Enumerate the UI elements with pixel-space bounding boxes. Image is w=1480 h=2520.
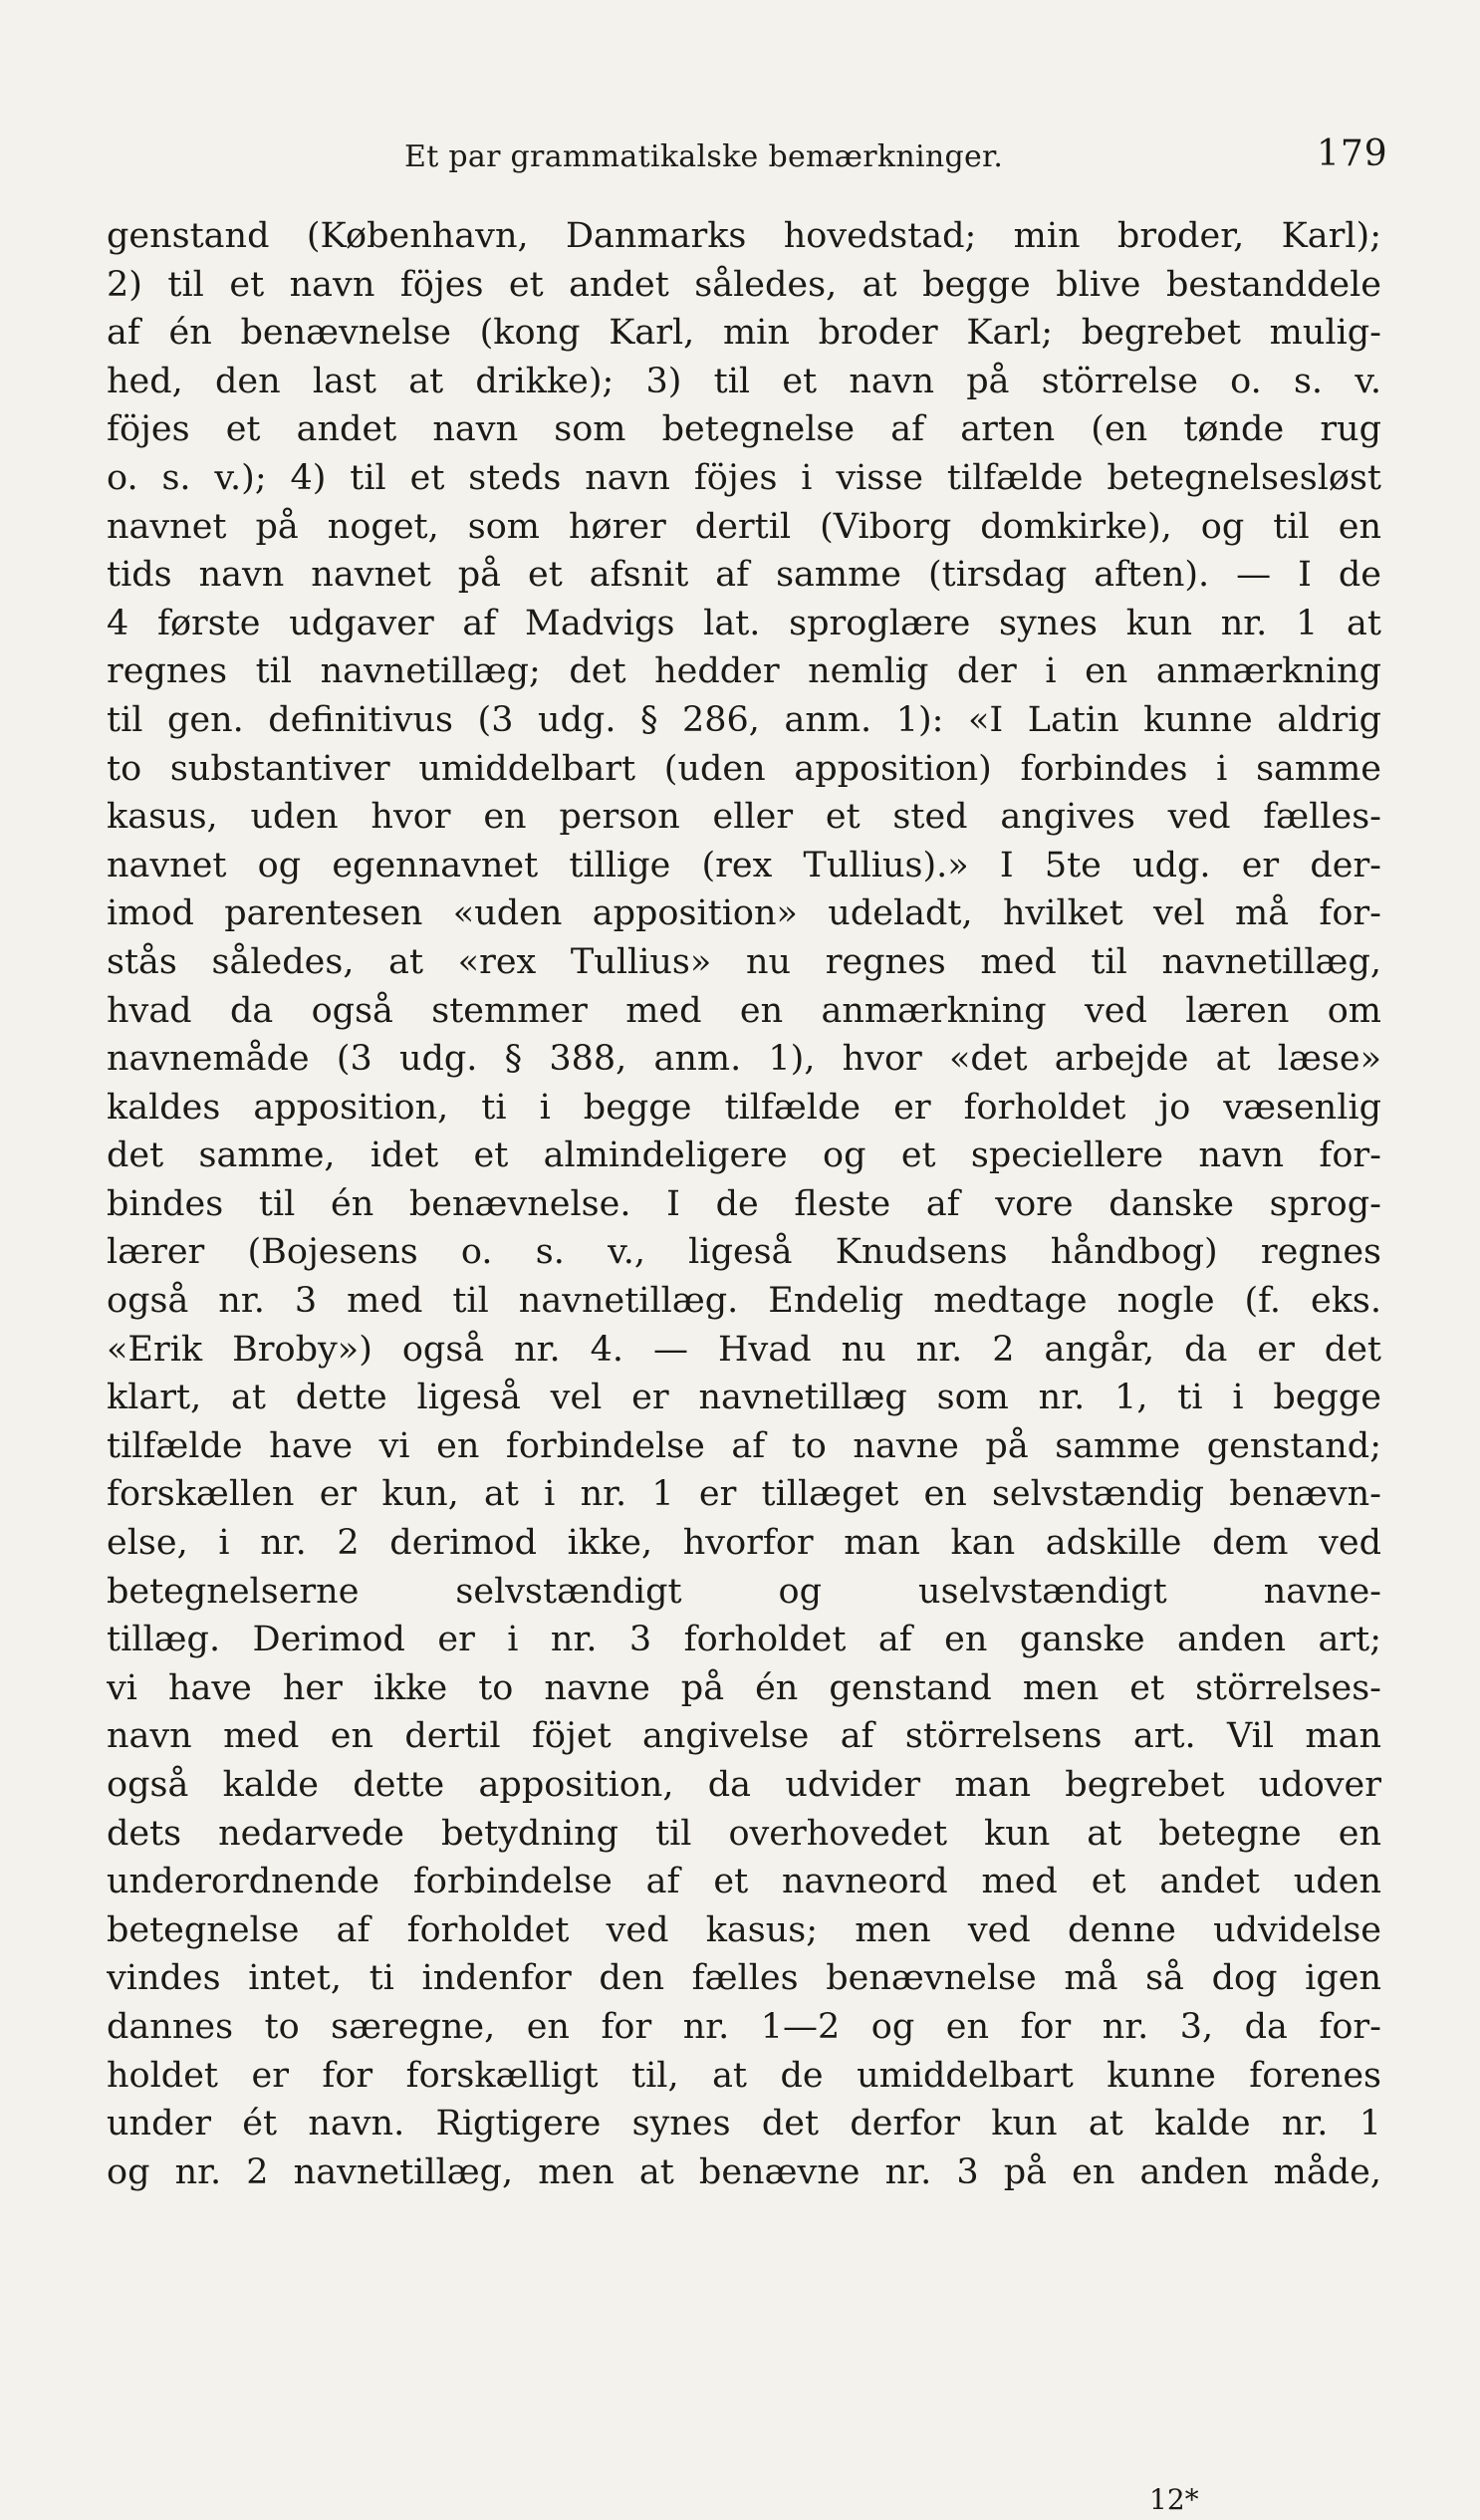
text-line: betegnelse af forholdet ved kasus; men ved denne udvidelse: [107, 1909, 1381, 1950]
text-line: under ét navn. Rigtigere synes det derfor kun at kalde nr. 1: [107, 2104, 1381, 2144]
page-header: [0, 129, 1480, 189]
text-line: det samme, idet et almindeligere og et speciellere navn for-: [107, 1135, 1381, 1176]
text-line: o. s. v.); 4) til et steds navn föjes i visse tilfælde betegnelsesløst: [107, 457, 1381, 498]
text-line: kaldes apposition, ti i begge tilfælde er forholdet jo væsenlig: [107, 1087, 1381, 1128]
text-line: navnet og egennavnet tillige (rex Tullius).» I 5te udg. er der-: [107, 845, 1381, 885]
text-line: stås således, at «rex Tullius» nu regnes med til navnetillæg,: [107, 941, 1381, 982]
text-line: bindes til én benævnelse. I de fleste af vore danske sprog-: [107, 1183, 1381, 1224]
text-line: regnes til navnetillæg; det hedder nemlig der i en anmærkning: [107, 651, 1381, 692]
text-line: forskællen er kun, at i nr. 1 er tillæget en selvstændig benævn-: [107, 1474, 1381, 1515]
text-line: betegnelserne selvstændigt og uselvstændigt navne-: [107, 1571, 1381, 1612]
text-line: imod parentesen «uden apposition» udeladt, hvilket vel må for-: [107, 893, 1381, 934]
text-line: vindes intet, ti indenfor den fælles benævnelse må så dog igen: [107, 1958, 1381, 1999]
text-line: kasus, uden hvor en person eller et sted angives ved fælles-: [107, 797, 1381, 838]
text-line: holdet er for forskælligt til, at de umiddelbart kunne forenes: [107, 2055, 1381, 2096]
text-line: underordnende forbindelse af et navneord med et andet uden: [107, 1862, 1381, 1902]
text-line: else, i nr. 2 derimod ikke, hvorfor man kan adskille dem ved: [107, 1523, 1381, 1564]
text-line: 2) til et navn föjes et andet således, at begge blive bestanddele: [107, 264, 1381, 305]
text-line: tids navn navnet på et afsnit af samme (tirsdag aften). — I de: [107, 555, 1381, 596]
text-line: af én benævnelse (kong Karl, min broder Karl; begrebet mulig-: [107, 313, 1381, 354]
text-line: dannes to særegne, en for nr. 1—2 og en for nr. 3, da for-: [107, 2006, 1381, 2047]
text-line: genstand (København, Danmarks hovedstad; min broder, Karl);: [107, 216, 1381, 256]
text-line: vi have her ikke to navne på én genstand men et störrelses-: [107, 1667, 1381, 1708]
signature-mark: 12*: [1149, 2483, 1199, 2516]
text-line: hvad da også stemmer med en anmærkning ved læren om: [107, 990, 1381, 1031]
text-line: navn med en dertil föjet angivelse af störrelsens art. Vil man: [107, 1716, 1381, 1757]
running-title: Et par grammatikalske bemærkninger.: [404, 139, 1004, 174]
text-line: föjes et andet navn som betegnelse af arten (en tønde rug: [107, 409, 1381, 450]
text-line: to substantiver umiddelbart (uden apposition) forbindes i samme: [107, 748, 1381, 789]
text-line: tillæg. Derimod er i nr. 3 forholdet af en ganske anden art;: [107, 1620, 1381, 1660]
text-line: navnet på noget, som hører dertil (Viborg domkirke), og til en: [107, 506, 1381, 547]
text-line: lærer (Bojesens o. s. v., ligeså Knudsens håndbog) regnes: [107, 1232, 1381, 1273]
text-line: «Erik Broby») også nr. 4. — Hvad nu nr. 2 angår, da er det: [107, 1329, 1381, 1370]
text-line: til gen. definitivus (3 udg. § 286, anm. 1): «I Latin kunne aldrig: [107, 699, 1381, 740]
text-line: hed, den last at drikke); 3) til et navn på störrelse o. s. v.: [107, 361, 1381, 401]
text-line: også nr. 3 med til navnetillæg. Endelig medtage nogle (f. eks.: [107, 1281, 1381, 1322]
text-line: dets nedarvede betydning til overhovedet kun at betegne en: [107, 1813, 1381, 1854]
text-line: også kalde dette apposition, da udvider man begrebet udover: [107, 1765, 1381, 1805]
text-line: tilfælde have vi en forbindelse af to navne på samme genstand;: [107, 1425, 1381, 1466]
page-number: 179: [1317, 133, 1388, 174]
text-line: klart, at dette ligeså vel er navnetillæg som nr. 1, ti i begge: [107, 1378, 1381, 1418]
text-line: navnemåde (3 udg. § 388, anm. 1), hvor «det arbejde at læse»: [107, 1039, 1381, 1080]
body-text: [107, 212, 1381, 2196]
text-line: 4 første udgaver af Madvigs lat. sproglære synes kun nr. 1 at: [107, 603, 1381, 643]
text-line: og nr. 2 navnetillæg, men at benævne nr. 3 på en anden måde,: [107, 2151, 1381, 2192]
